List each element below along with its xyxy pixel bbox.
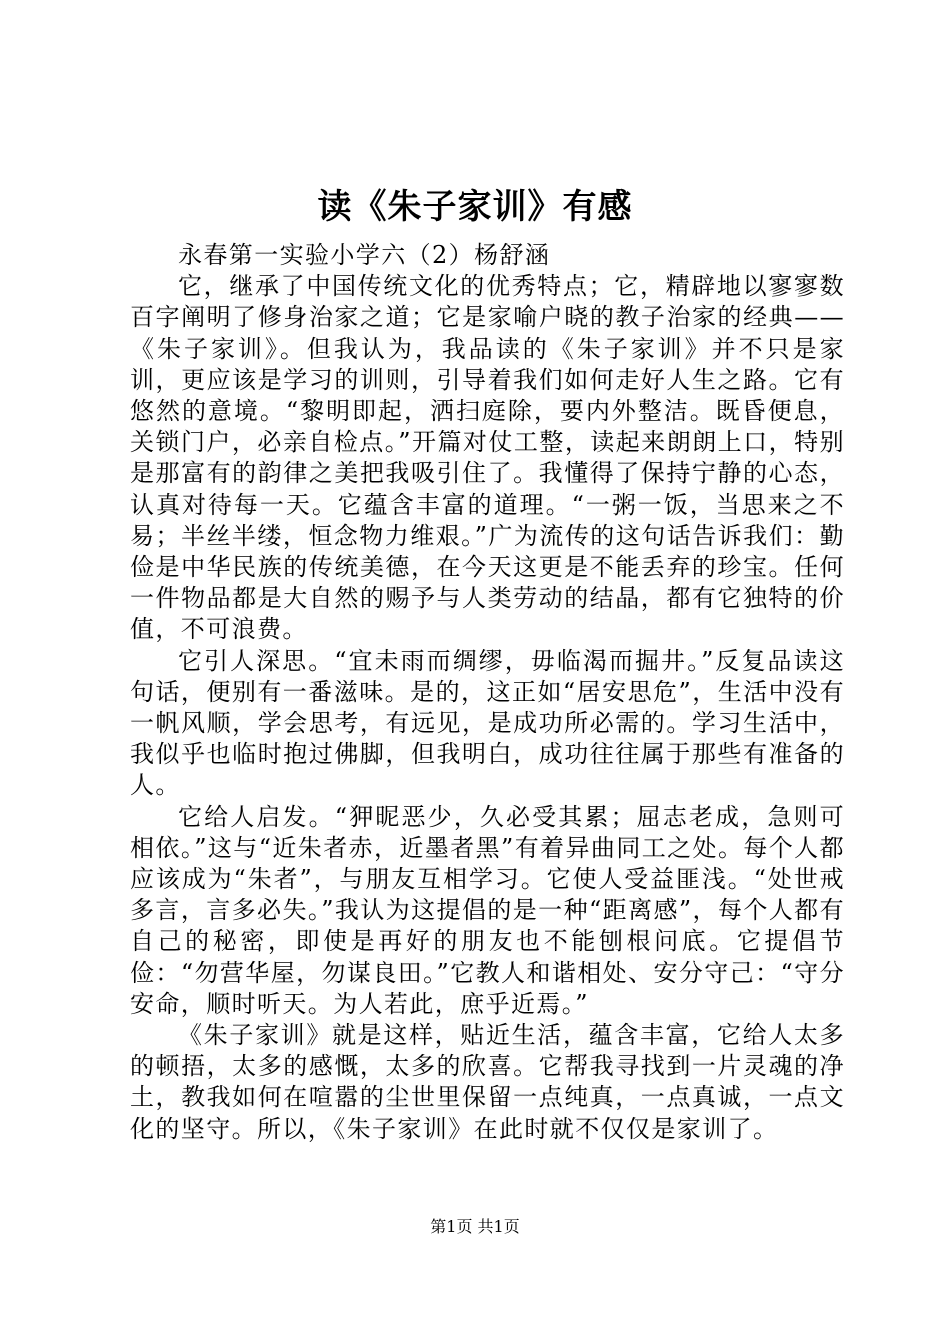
page-footer: 第1页 共1页 bbox=[430, 1217, 520, 1236]
document-title: 读《朱子家训》有感 bbox=[317, 187, 633, 227]
paragraph-3: 它给人启发。“狎昵恶少，久必受其累；屈志老成，急则可相依。”这与“近朱者赤，近墨者黑”有着异曲同工之处。每个人都应该成为“朱者”，与朋友互相学习。它使人受益匪浅。“处世戒多言，言多必失。”我认为这提倡的是一种“距离感”，每个人都有自己的秘密，即使是再好的朋友也不能刨根问底。它提倡节俭：“勿营华屋，勿谋良田。”它教人和谐相处、安分守己：“守分安命，顺时听天。为人若此，庶乎近焉。” bbox=[130, 802, 845, 1018]
paragraph-2: 它引人深思。“宜未雨而绸缪，毋临渴而掘井。”反复品读这句话，便别有一番滋味。是的，这正如“居安思危”，生活中没有一帆风顺，学会思考，有远见，是成功所必需的。学习生活中，我似乎也临时抱过佛脚，但我明白，成功往往属于那些有准备的人。 bbox=[130, 646, 845, 800]
paragraph-4: 《朱子家训》就是这样，贴近生活，蕴含丰富，它给人太多的顿捂，太多的感慨，太多的欣喜。它帮我寻找到一片灵魂的净土，教我如何在喧嚣的尘世里保留一点纯真，一点真诚，一点文化的坚守。所以，《朱子家训》在此时就不仅仅是家训了。 bbox=[130, 1021, 845, 1143]
paragraph-1: 它，继承了中国传统文化的优秀特点；它，精辟地以寥寥数百字阐明了修身治家之道；它是家喻户晓的教子治家的经典——《朱子家训》。但我认为，我品读的《朱子家训》并不只是家训，更应该是学习的训则，引导着我们如何走好人生之路。它有悠然的意境。“黎明即起，洒扫庭除，要内外整洁。既昏便息，关锁门户，必亲自检点。”开篇对仗工整，读起来朗朗上口，特别是那富有的韵律之美把我吸引住了。我懂得了保持宁静的心态，认真对待每一天。它蕴含丰富的道理。“一粥一饭，当思来之不易；半丝半缕，恒念物力维艰。”广为流传的这句话告诉我们：勤俭是中华民族的传统美德，在今天这更是不能丢弃的珍宝。任何一件物品都是大自然的赐予与人类劳动的结晶，都有它独特的价值，不可浪费。 bbox=[130, 272, 845, 644]
document-body bbox=[130, 240, 845, 1145]
author-byline: 永春第一实验小学六（2）杨舒涵 bbox=[178, 241, 551, 269]
